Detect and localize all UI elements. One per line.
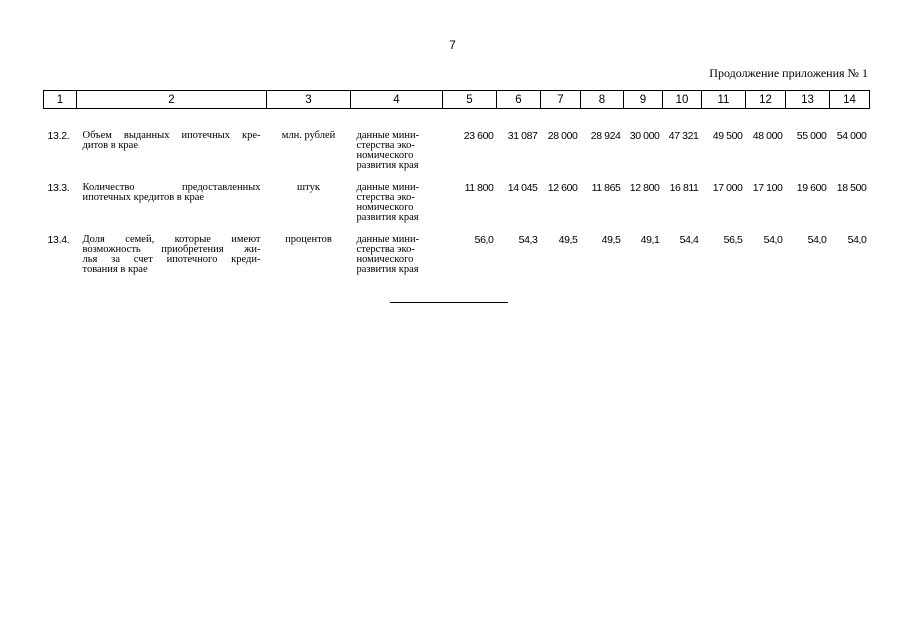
- column-header: 8: [581, 91, 624, 109]
- column-header: 3: [267, 91, 351, 109]
- indicator-name-line: Количество предоставленных: [82, 182, 261, 193]
- column-header: 10: [663, 91, 702, 109]
- data-source-line: стерства эко-: [356, 244, 415, 255]
- value-cell: 47 321: [668, 130, 699, 142]
- value-cell: 18 500: [836, 182, 867, 194]
- value-cell: 16 811: [669, 182, 699, 194]
- value-cell: 54,0: [807, 234, 827, 246]
- value-cell: 11 865: [591, 182, 621, 194]
- continuation-label: Продолжение приложения № 1: [709, 66, 868, 80]
- data-source: [351, 183, 443, 235]
- footer-divider: [390, 302, 508, 303]
- unit: штук: [297, 182, 320, 193]
- value-cell: 54 000: [836, 130, 867, 142]
- value-cell: 48 000: [752, 130, 783, 142]
- indicator-name-line: Доля семей, которые имеют: [82, 234, 261, 245]
- row-number: 13.3.: [47, 182, 70, 194]
- value-cell: 17 100: [752, 182, 783, 194]
- value-cell: 54,0: [763, 234, 783, 246]
- data-source-line: развития края: [356, 212, 419, 223]
- data-source-line: данные мини-: [356, 182, 420, 193]
- data-source-line: развития края: [356, 160, 419, 171]
- unit: млн. рублей: [281, 130, 336, 141]
- value-cell: 17 000: [712, 182, 743, 194]
- value-cell: 12 600: [547, 182, 578, 194]
- column-header: 13: [786, 91, 830, 109]
- page-number: 7: [449, 38, 456, 52]
- column-header: 6: [497, 91, 541, 109]
- value-cell: 11 800: [464, 182, 494, 194]
- column-header: 2: [77, 91, 267, 109]
- data-source-line: номического: [356, 254, 414, 265]
- indicator-name: [77, 235, 267, 287]
- column-header: 1: [44, 91, 77, 109]
- data-source-line: стерства эко-: [356, 192, 415, 203]
- column-header: 5: [443, 91, 497, 109]
- header-spacer: [44, 109, 870, 132]
- unit: процентов: [285, 234, 332, 245]
- table-header-row: [44, 91, 870, 109]
- data-source-line: номического: [356, 150, 414, 161]
- value-cell: 54,4: [679, 234, 699, 246]
- row-number: 13.2.: [47, 130, 70, 142]
- value-cell: 55 000: [796, 130, 827, 142]
- table-row: [44, 131, 870, 183]
- data-source: [351, 131, 443, 183]
- indicator-name-line: тования в крае: [82, 264, 148, 275]
- data-source-line: стерства эко-: [356, 140, 415, 151]
- indicator-name-line: ипотечных кредитов в крае: [82, 192, 205, 203]
- data-source-line: данные мини-: [356, 130, 420, 141]
- value-cell: 56,0: [474, 234, 494, 246]
- value-cell: 28 000: [547, 130, 578, 142]
- value-cell: 31 087: [507, 130, 538, 142]
- data-source-line: развития края: [356, 264, 419, 275]
- indicator-name-line: лья за счет ипотечного креди-: [82, 254, 261, 265]
- column-header: 11: [702, 91, 746, 109]
- column-header: 14: [830, 91, 870, 109]
- column-header: 12: [746, 91, 786, 109]
- value-cell: 49,5: [558, 234, 578, 246]
- value-cell: 12 800: [629, 182, 660, 194]
- value-cell: 54,0: [847, 234, 867, 246]
- table-row: [44, 183, 870, 235]
- value-cell: 30 000: [629, 130, 660, 142]
- column-header: 7: [541, 91, 581, 109]
- data-source-line: номического: [356, 202, 414, 213]
- value-cell: 28 924: [590, 130, 621, 142]
- value-cell: 23 600: [463, 130, 494, 142]
- indicator-name-line: возможность приобретения жи-: [82, 244, 261, 255]
- value-cell: 49 500: [712, 130, 743, 142]
- data-source: [351, 235, 443, 287]
- value-cell: 49,1: [640, 234, 660, 246]
- data-source-line: данные мини-: [356, 234, 420, 245]
- row-number: 13.4.: [47, 234, 70, 246]
- column-header: 4: [351, 91, 443, 109]
- value-cell: 54,3: [518, 234, 538, 246]
- indicator-name-line: Объем выданных ипотечных кре-: [82, 130, 261, 141]
- value-cell: 19 600: [796, 182, 827, 194]
- indicator-name: [77, 131, 267, 183]
- indicator-name-line: дитов в крае: [82, 140, 138, 151]
- indicators-table: [43, 90, 870, 287]
- table-row: [44, 235, 870, 287]
- value-cell: 14 045: [507, 182, 538, 194]
- column-header: 9: [624, 91, 663, 109]
- value-cell: 56,5: [723, 234, 743, 246]
- value-cell: 49,5: [601, 234, 621, 246]
- indicator-name: [77, 183, 267, 235]
